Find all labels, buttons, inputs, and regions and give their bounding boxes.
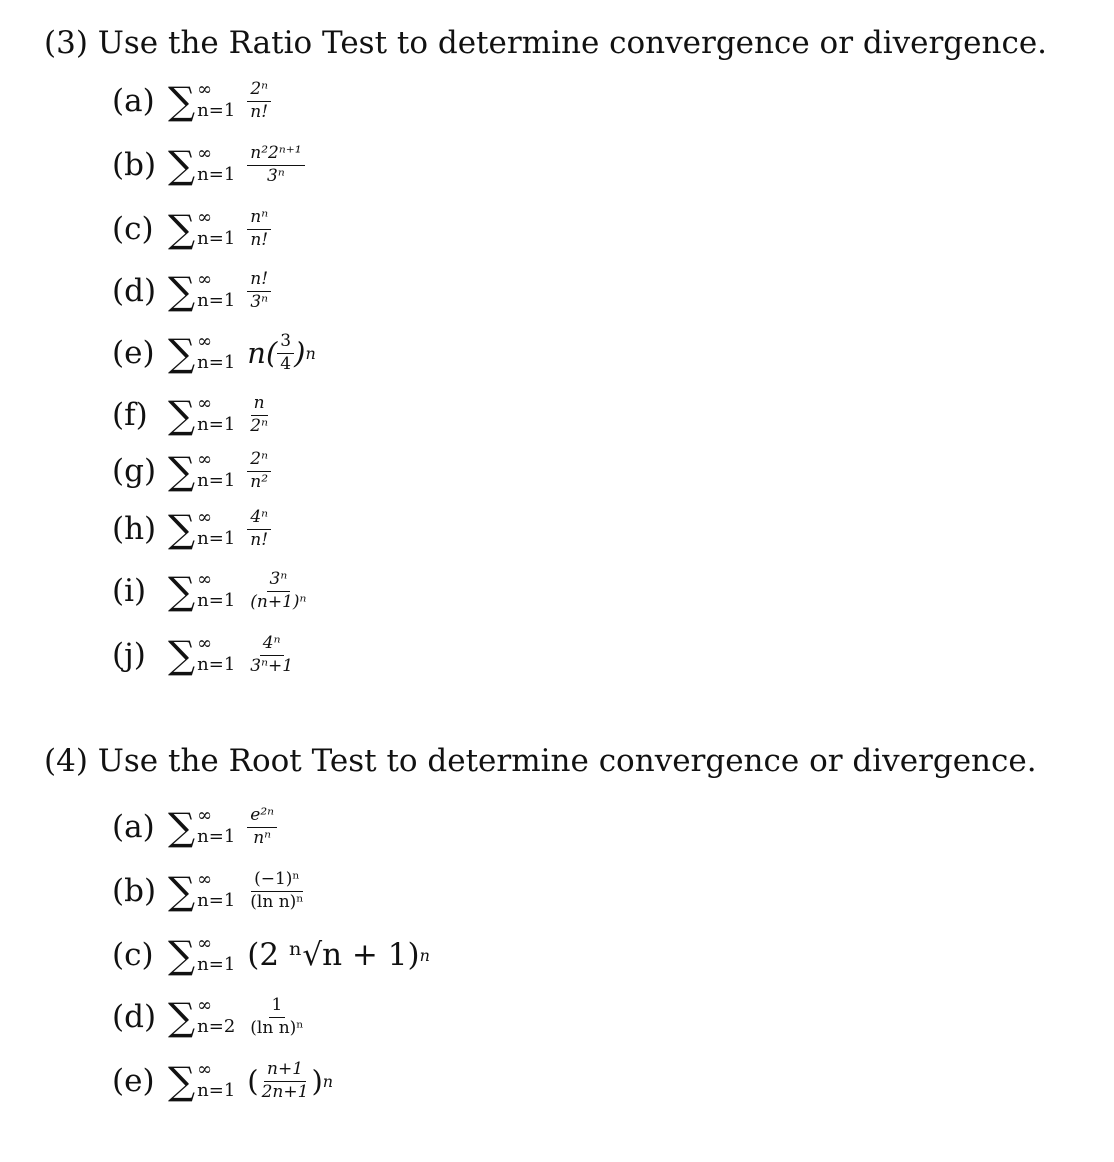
sum-symbol: ∑: [168, 207, 196, 251]
root-expression: (2 ⁿ√n + 1): [247, 937, 420, 973]
item-label: (d): [112, 999, 157, 1035]
sum-symbol: ∑: [168, 331, 196, 375]
sum-limits: ∞ n=1: [197, 569, 236, 611]
fraction: $\frac{n!}{\text{3ⁿ}}$: [247, 270, 271, 312]
item-label: (b): [112, 147, 157, 183]
sum-symbol: ∑: [168, 869, 196, 913]
root-item-d: [112, 986, 307, 1048]
fraction: $\frac{\text{4ⁿ}}{\text{3ⁿ+1}}$: [250, 632, 294, 676]
item-label: (c): [112, 211, 154, 247]
section-4-heading: (4) Use the Root Test to determine convergence or divergence.: [44, 742, 1037, 779]
item-label: (h): [112, 511, 157, 547]
ratio-item-h: [112, 498, 271, 560]
sum-limits: ∞ n=1: [197, 79, 236, 121]
sum-symbol: ∑: [168, 507, 196, 551]
sum-limits: ∞ n=1: [197, 805, 236, 847]
item-label: (e): [112, 1063, 155, 1099]
sum-limits: ∞ n=1: [197, 933, 236, 975]
item-label: (c): [112, 937, 154, 973]
item-label: (a): [112, 809, 155, 845]
fraction: $\frac{\text{n²2ⁿ⁺¹}}{\text{3ⁿ}}$: [247, 144, 304, 186]
sum-symbol: ∑: [168, 633, 196, 677]
fraction: $\frac{\text{e²ⁿ}}{\text{nⁿ}}$: [247, 806, 277, 848]
fraction: $\frac{n}{\text{2ⁿ}}$: [250, 392, 268, 436]
fraction: $\frac{\text{4ⁿ}}{n!}$: [247, 508, 271, 550]
sum-symbol: ∑: [168, 569, 196, 613]
sum-symbol: ∑: [168, 79, 196, 123]
sum-limits: ∞ n=1: [197, 449, 236, 491]
sum-limits: ∞ n=1: [197, 143, 236, 185]
sum-symbol: ∑: [168, 393, 196, 437]
sum-limits: ∞ n=1: [197, 507, 236, 549]
fraction: $\frac{1}{\text{(ln n)ⁿ}}$: [250, 994, 304, 1038]
ratio-item-f: [112, 384, 271, 446]
ratio-item-b: [112, 134, 305, 196]
item-label: (e): [112, 335, 155, 371]
sum-limits: ∞ n=1: [197, 633, 236, 675]
root-item-b: [112, 860, 307, 922]
sum-limits: ∞ n=1: [197, 269, 236, 311]
ratio-item-d: [112, 260, 271, 322]
ratio-item-e: [112, 322, 316, 384]
item-label: (d): [112, 273, 157, 309]
ratio-item-j: [112, 624, 296, 686]
sum-symbol: ∑: [168, 995, 196, 1039]
item-label: (b): [112, 873, 157, 909]
sum-limits: ∞ n=2: [197, 995, 236, 1037]
ratio-item-c: [112, 198, 271, 260]
ratio-item-a: [112, 70, 271, 132]
fraction: $\frac{\text{nⁿ}}{n!}$: [247, 208, 271, 250]
sum-symbol: ∑: [168, 1059, 196, 1103]
sum-symbol: ∑: [168, 269, 196, 313]
exponent: n: [322, 1071, 334, 1091]
fraction: $\frac{n+1}{2n+1}$: [261, 1058, 309, 1102]
sum-symbol: ∑: [168, 805, 196, 849]
close-paren: ): [311, 1064, 323, 1098]
prefix-term: n(: [247, 336, 278, 370]
fraction: $\frac{\text{2ⁿ}}{n!}$: [247, 80, 271, 122]
close-paren: ): [294, 336, 306, 370]
sum-limits: ∞ n=1: [197, 393, 236, 435]
fraction: $\frac{3}{4}$: [277, 332, 294, 374]
sum-limits: ∞ n=1: [197, 207, 236, 249]
sum-symbol: ∑: [168, 143, 196, 187]
item-label: (a): [112, 83, 155, 119]
sum-limits: ∞ n=1: [197, 331, 236, 373]
root-item-a: [112, 796, 277, 858]
ratio-item-i: [112, 560, 309, 622]
item-label: (f): [112, 397, 148, 433]
sum-symbol: ∑: [168, 933, 196, 977]
item-label: (g): [112, 453, 157, 489]
fraction: $\frac{\text{(−1)ⁿ}}{\text{(ln n)ⁿ}}$: [250, 868, 304, 912]
root-item-c: [112, 924, 430, 986]
fraction: $\frac{\text{2ⁿ}}{\text{n²}}$: [247, 450, 271, 492]
root-item-e: [112, 1050, 333, 1112]
sum-limits: ∞ n=1: [197, 869, 236, 911]
open-paren: (: [247, 1064, 259, 1098]
item-label: (i): [112, 573, 147, 609]
sum-symbol: ∑: [168, 449, 196, 493]
exponent: n: [305, 343, 316, 363]
section-3-heading: (3) Use the Ratio Test to determine convergence or divergence.: [44, 24, 1048, 61]
sum-limits: ∞ n=1: [197, 1059, 236, 1101]
fraction: $\frac{\text{3ⁿ}}{\text{(n+1)ⁿ}}$: [250, 568, 307, 612]
item-label: (j): [112, 637, 146, 673]
exponent: n: [419, 945, 430, 965]
ratio-item-g: [112, 440, 271, 502]
